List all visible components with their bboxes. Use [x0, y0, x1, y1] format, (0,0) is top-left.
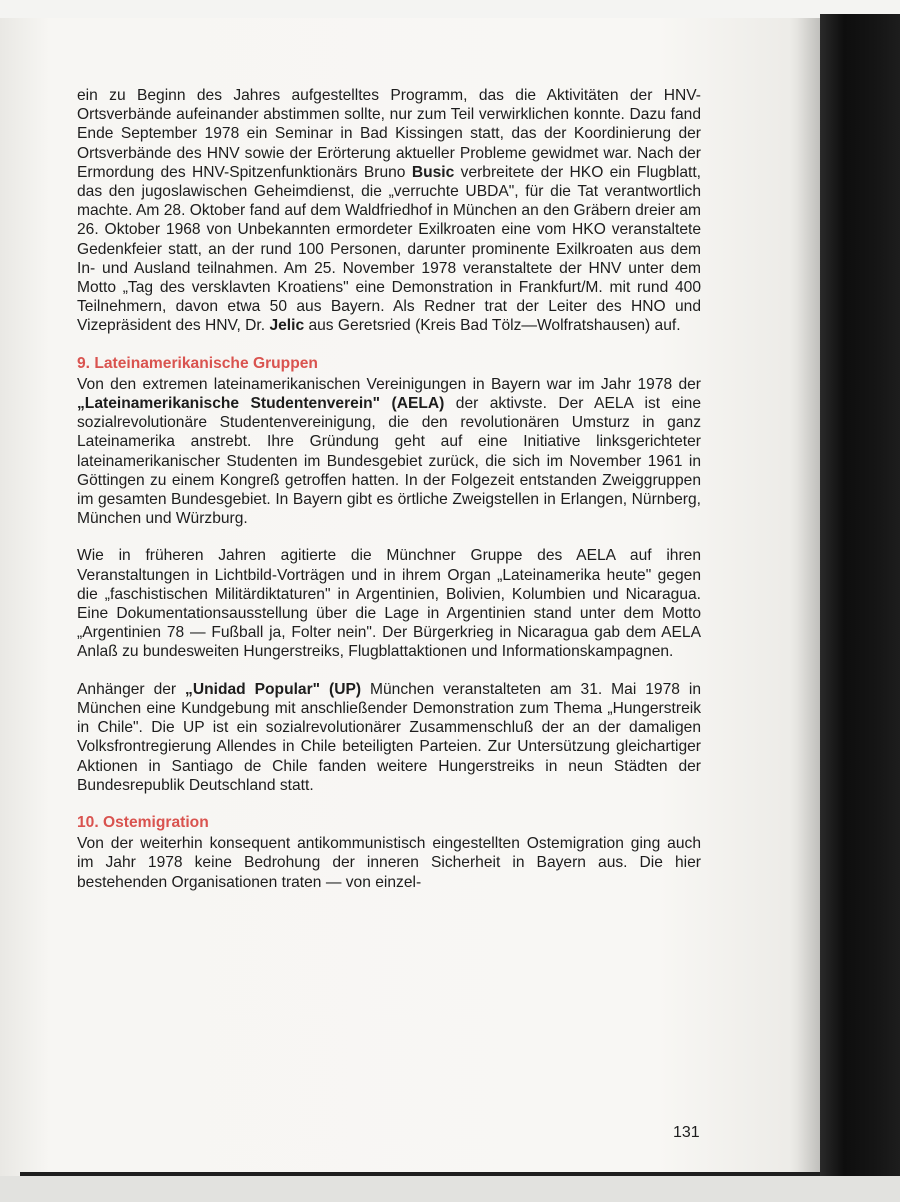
bold-term: Busic: [411, 163, 455, 181]
bold-term: Jelic: [269, 317, 305, 335]
page-text: [77, 86, 701, 910]
section-10-paragraph-1: Von der weiterhin konsequent antikommunistisch eingestellten Ostemigration ging auch im Jahr 1978 keine Bedrohung der inneren Sicherheit in Bayern aus. Die hier bestehenden Organisationen traten — von einzel-: [77, 835, 701, 891]
bold-term: „Unidad Popular" (UP): [185, 680, 362, 698]
bold-term: „Lateinamerikanische Studentenverein" (AELA): [77, 395, 445, 413]
section-9-paragraph-3: Anhänger der „Unidad Popular" (UP) München veranstalteten am 31. Mai 1978 in München eine Kundgebung mit anschließender Demonstration zum Thema „Hungerstreik in Chile". Die UP ist ein sozialrevolutionärer Zusammenschluß der an der damaligen Volksfrontregierung Allendes in Chile beteiligten Parteien. Zur Untersützung gleichartiger Aktionen in Santiago de Chile fanden weitere Hungerstreiks in neun Städten der Bundesrepublik Deutschland statt.: [77, 680, 701, 794]
paragraph-intro: ein zu Beginn des Jahres aufgestelltes Programm, das die Aktivitäten der HNV-Ortsverbände aufeinander abstimmen sollte, nur zum Teil verwirklichen konnte. Dazu fand Ende September 1978 ein Seminar in Bad Kissingen statt, das der Koordinierung der Ortsverbände des HNV sowie der Erörterung aktueller Probleme gewidmet war. Nach der Ermordung des HNV-Spitzenfunktionärs Bruno Busic verbreitete der HKO ein Flugblatt, das den jugoslawischen Geheimdienst, die „verruchte UBDA", für die Tat verantwortlich machte. Am 28. Oktober fand auf dem Waldfriedhof in München an den Gräbern dreier am 26. Oktober 1968 von Unbekannten ermordeter Exilkroaten eine vom HKO veranstaltete Gedenkfeier statt, an der rund 100 Personen, darunter prominente Exilkroaten aus dem In- und Ausland teilnahmen. Am 25. November 1978 veranstaltete der HNV unter dem Motto „Tag des versklavten Kroatiens" eine Demonstration in Frankfurt/M. mit rund 400 Teilnehmern, davon etwa 50 aus Bayern. Als Redner trat der Leiter des HNO und Vizepräsident des HNV, Dr. Jelic aus Geretsried (Kreis Bad Tölz—Wolfratshausen) auf.: [77, 87, 701, 335]
background-surface: [0, 1176, 900, 1202]
section-10-heading: 10. Ostemigration: [77, 813, 209, 831]
page-bottom-edge: [20, 1172, 820, 1176]
section-9-heading: 9. Lateinamerikanische Gruppen: [77, 354, 318, 372]
book-binding: [820, 14, 900, 1186]
page-number: 131: [673, 1124, 700, 1141]
spine-shadow: [790, 18, 820, 1182]
section-9-paragraph-1: Von den extremen lateinamerikanischen Vereinigungen in Bayern war im Jahr 1978 der „Lateinamerikanische Studentenverein" (AELA) der aktivste. Der AELA ist eine sozialrevolutionäre Studentenvereinigung, die den revolutionären Umsturz in ganz Lateinamerika anstrebt. Ihre Gründung geht auf eine Initiative linksgerichteter lateinamerikanischer Studenten im Bundesgebiet zurück, die sich im November 1961 in Göttingen zu einem Kongreß getroffen hatten. In der Folgezeit entstanden Zweiggruppen im gesamten Bundesgebiet. In Bayern gibt es örtliche Zweigstellen in Erlangen, Nürnberg, München und Würzburg.: [77, 375, 701, 528]
section-9-paragraph-2: Wie in früheren Jahren agitierte die Münchner Gruppe des AELA auf ihren Veranstaltungen in Lichtbild-Vorträgen und in ihrem Organ „Lateinamerika heute" gegen die „faschistischen Militärdiktaturen" in Argentinien, Bolivien, Kolumbien und Nicaragua. Eine Dokumentationsausstellung über die Lage in Argentinien stand unter dem Motto „Argentinien 78 — Fußball ja, Folter nein". Der Bürgerkrieg in Nicaragua gab dem AELA Anlaß zu bundesweiten Hungerstreiks, Flugblattaktionen und Informationskampagnen.: [77, 547, 701, 661]
